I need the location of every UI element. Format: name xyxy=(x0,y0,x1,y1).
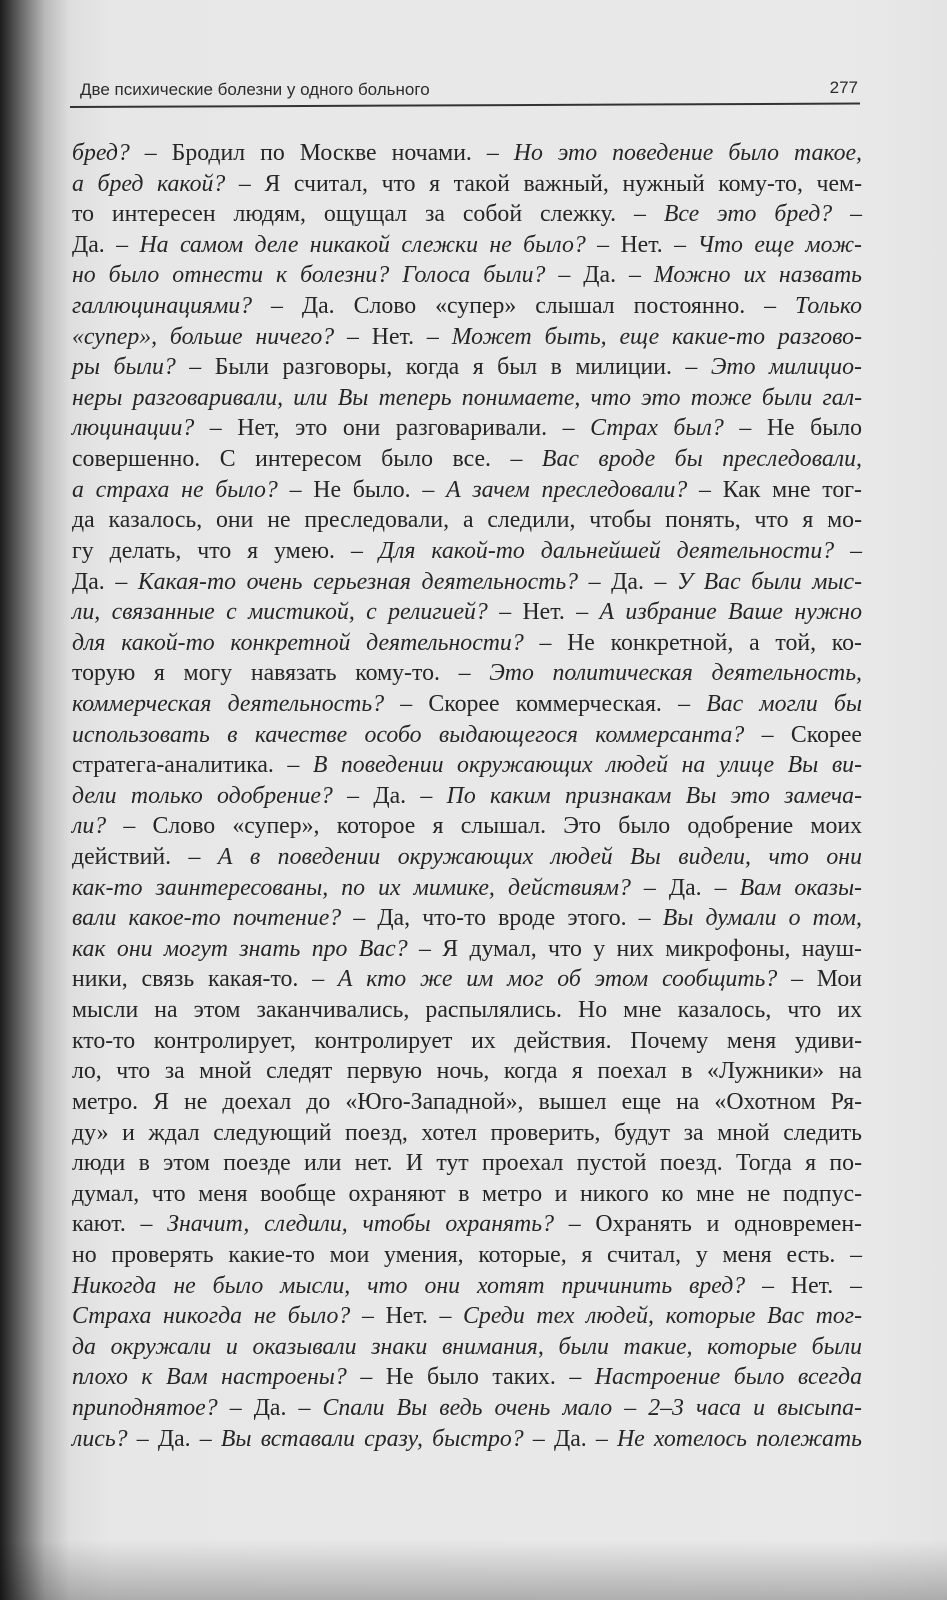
question-segment: «супер», больше ничего? – xyxy=(72,323,372,350)
text-line xyxy=(72,781,862,812)
answer-segment: Не было. – xyxy=(313,476,447,503)
text-line xyxy=(72,260,862,291)
question-segment: как-то заинтересованы, по их мимике, действиям? – xyxy=(72,874,669,901)
question-segment: а бред какой? – xyxy=(72,170,265,197)
answer-segment: но проверять какие-то мои умения, которые, я считал, у меня есть. – xyxy=(72,1241,862,1268)
answer-segment: ло, что за мной следят первую ночь, когда я поехал в «Лужники» на xyxy=(72,1058,862,1085)
answer-segment: действий. – xyxy=(72,844,218,871)
answer-segment: Не конкретной, а той, ко- xyxy=(567,629,862,656)
question-segment: да окружали и оказывали знаки внимания, были такие, которые были xyxy=(72,1333,862,1360)
answer-segment: ники, связь какая-то. – xyxy=(72,966,338,993)
answer-segment: мысли на этом заканчивались, распылялись. Но мне казалось, что их xyxy=(72,997,862,1024)
question-segment: А зачем преследовали? – xyxy=(446,476,723,503)
answer-segment: Да. – xyxy=(553,1425,617,1452)
text-line xyxy=(72,1393,862,1424)
text-line xyxy=(72,689,862,720)
answer-segment: Нет. – xyxy=(371,323,452,350)
question-segment: люцинации? – xyxy=(72,415,238,442)
text-line xyxy=(72,873,862,904)
answer-segment: совершенно. С интересом было все. – xyxy=(72,446,542,473)
text-line xyxy=(72,1271,862,1302)
answer-segment: Да. Слово «супер» слышал постоянно. – xyxy=(301,293,795,320)
question-segment: На самом деле никакой слежки не было? – xyxy=(139,231,621,258)
question-segment: Не хотелось полежать xyxy=(616,1425,862,1452)
question-segment: неры разговаривали, или Вы теперь понимаете, что это тоже были гал- xyxy=(72,384,862,411)
text-line xyxy=(72,169,862,200)
text-line xyxy=(72,1332,862,1363)
answer-segment: Да. – xyxy=(373,782,447,809)
text-line xyxy=(72,413,862,444)
answer-segment: думал, что меня вообще охраняют в метро и никого ко мне не подпус- xyxy=(72,1180,862,1207)
question-segment: Вас вроде бы преследовали, xyxy=(541,446,862,473)
text-line xyxy=(72,1179,862,1210)
answer-segment: да казалось, они не преследовали, а следили, чтобы понять, что я мо- xyxy=(72,507,862,534)
question-segment: приподнятое? – xyxy=(72,1394,254,1421)
text-line xyxy=(72,597,862,628)
text-line xyxy=(72,811,862,842)
text-line xyxy=(72,1118,862,1149)
page-number: 277 xyxy=(829,78,858,97)
question-segment: Но это поведение было такое, xyxy=(513,140,862,166)
answer-segment: Да. – xyxy=(72,231,140,258)
answer-segment: Не было таких. – xyxy=(385,1364,595,1391)
answer-segment: Да. – xyxy=(668,874,740,901)
text-line xyxy=(72,658,862,689)
question-segment: Может быть, еще какие-то разгово- xyxy=(451,323,863,350)
question-segment: коммерческая деятельность? – xyxy=(72,690,429,717)
question-segment: использовать в качестве особо выдающегося коммерсанта? – xyxy=(72,721,791,748)
running-title: Две психические болезни у одного больного xyxy=(80,80,430,99)
question-segment: ры были? – xyxy=(72,354,215,381)
answer-segment: Охранять и одновремен- xyxy=(595,1211,862,1238)
answer-segment: стратега-аналитика. – xyxy=(72,752,313,779)
question-segment: дели только одобрение? – xyxy=(72,782,374,809)
answer-segment: Да, что-то вроде этого. – xyxy=(377,905,663,932)
question-segment: Страх был? – xyxy=(590,415,767,442)
question-segment: Значит, следили, чтобы охранять? – xyxy=(167,1211,596,1238)
question-segment: плохо к Вам настроены? – xyxy=(72,1364,386,1391)
question-segment: Вам оказы- xyxy=(739,874,862,901)
question-segment: Можно их назвать xyxy=(653,262,862,289)
text-line xyxy=(72,138,862,169)
answer-segment: кто-то контролирует, контролирует их действия. Почему меня удиви- xyxy=(72,1027,862,1054)
question-segment: Вы вставали сразу, быстро? – xyxy=(220,1425,554,1452)
text-line xyxy=(72,383,862,414)
text-line xyxy=(72,750,862,781)
text-line xyxy=(72,444,862,475)
text-line xyxy=(72,291,862,322)
text-line xyxy=(72,995,862,1026)
question-segment: Спали Вы ведь очень мало – 2–3 часа и высыпа- xyxy=(322,1394,862,1421)
text-line xyxy=(72,1026,862,1057)
question-segment: а страха не было? – xyxy=(72,476,314,503)
question-segment: для какой-то конкретной деятельности? – xyxy=(72,629,568,656)
text-line xyxy=(72,1056,862,1087)
answer-segment: Слово «супер», которое я слышал. Это было одобрение моих xyxy=(152,813,862,840)
body-text xyxy=(72,138,862,1454)
answer-segment: гу делать, что я умею. – xyxy=(72,537,379,564)
question-segment: Только xyxy=(795,293,863,320)
question-segment: Какая-то очень серьезная деятельность? – xyxy=(137,568,612,595)
text-line xyxy=(72,567,862,598)
question-segment: Никогда не было мысли, что они хотят причинить вред? – xyxy=(72,1272,791,1299)
text-line xyxy=(72,1301,862,1332)
text-line xyxy=(72,230,862,261)
text-line xyxy=(72,964,862,995)
text-line xyxy=(72,1240,862,1271)
question-segment: вали какое-то почтение? – xyxy=(72,905,378,932)
question-segment: В поведении окружающих людей на улице Вы ви- xyxy=(312,752,862,779)
question-segment: Настроение было всегда xyxy=(594,1364,862,1391)
text-line xyxy=(72,505,862,536)
question-segment: Для какой-то дальнейшей деятельности? – xyxy=(378,537,862,564)
answer-segment: Нет. – xyxy=(385,1303,464,1330)
answer-segment: Были разговоры, когда я был в милиции. – xyxy=(214,354,711,381)
answer-segment: Бродил по Москве ночами. – xyxy=(171,140,514,166)
answer-segment: Да. – xyxy=(583,262,654,289)
question-segment: Это милицио- xyxy=(710,354,862,381)
question-segment: бред? – xyxy=(72,140,172,166)
question-segment: Вас могли бы xyxy=(706,690,863,717)
answer-segment: торую я могу навязать кому-то. – xyxy=(72,660,490,687)
answer-segment: то интересен людям, ощущал за собой слежку. – xyxy=(72,201,664,228)
question-segment: Страха никогда не было? – xyxy=(72,1303,386,1330)
question-segment: Вы думали о том, xyxy=(662,905,862,932)
answer-segment: Не было xyxy=(766,415,862,442)
answer-segment: кают. – xyxy=(72,1211,168,1238)
question-segment: По каким признакам Вы это замеча- xyxy=(446,782,863,809)
text-line xyxy=(72,934,862,965)
text-line xyxy=(72,1209,862,1240)
question-segment: У Вас были мыс- xyxy=(677,568,862,595)
answer-segment: Скорее xyxy=(790,721,862,748)
text-line xyxy=(72,628,862,659)
answer-segment: Я считал, что я такой важный, нужный кому-то, чем- xyxy=(264,170,863,197)
text-line xyxy=(72,1148,862,1179)
answer-segment: Да. – xyxy=(72,568,138,595)
answer-segment: Нет, это они разговаривали. – xyxy=(237,415,591,442)
answer-segment: ду» и ждал следующий поезд, хотел проверить, будут за мной следить xyxy=(72,1119,862,1146)
question-segment: А избрание Ваше нужно xyxy=(599,599,863,626)
text-line xyxy=(72,720,862,751)
answer-segment: Как мне тог- xyxy=(722,476,862,503)
text-line xyxy=(72,536,862,567)
text-line xyxy=(72,475,862,506)
question-segment: Все это бред? – xyxy=(663,201,862,228)
answer-segment: Да. – xyxy=(611,568,678,595)
answer-segment: Нет. – xyxy=(790,1272,862,1299)
question-segment: Что еще мож- xyxy=(697,231,862,258)
answer-segment: Скорее коммерческая. – xyxy=(428,690,707,717)
answer-segment: Да. – xyxy=(253,1394,323,1421)
answer-segment: люди в этом поезде или нет. И тут проехал пустой поезд. Тогда я по- xyxy=(72,1150,862,1177)
text-line xyxy=(72,903,862,934)
question-segment: ли, связанные с мистикой, с религией? – xyxy=(72,599,523,626)
text-line xyxy=(72,1087,862,1118)
answer-segment: Нет. – xyxy=(620,231,698,258)
question-segment: но было отнести к болезни? Голоса были? – xyxy=(72,262,584,289)
question-segment: галлюцинациями? – xyxy=(72,293,302,320)
text-line xyxy=(72,1424,862,1455)
answer-segment: Мои xyxy=(816,966,862,993)
question-segment: Среди тех людей, которые Вас тог- xyxy=(463,1303,862,1330)
answer-segment: Да. – xyxy=(157,1425,221,1452)
question-segment: А кто же им мог об этом сообщить? – xyxy=(337,966,817,993)
answer-segment: Я думал, что у них микрофоны, науш- xyxy=(442,935,862,962)
question-segment: как они могут знать про Вас? – xyxy=(72,935,443,962)
text-line xyxy=(72,322,862,353)
answer-segment: метро. Я не доехал до «Юго-Западной», вышел еще на «Охотном Ря- xyxy=(72,1088,862,1115)
text-line xyxy=(72,199,862,230)
answer-segment: Нет. – xyxy=(522,599,600,626)
text-line xyxy=(72,842,862,873)
text-line xyxy=(72,1362,862,1393)
question-segment: ли? – xyxy=(72,813,153,840)
question-segment: лись? – xyxy=(72,1425,158,1452)
question-segment: Это политическая деятельность, xyxy=(489,660,862,687)
page-header xyxy=(80,78,858,104)
text-line xyxy=(72,352,862,383)
question-segment: А в поведении окружающих людей Вы видели, что они xyxy=(217,844,862,871)
